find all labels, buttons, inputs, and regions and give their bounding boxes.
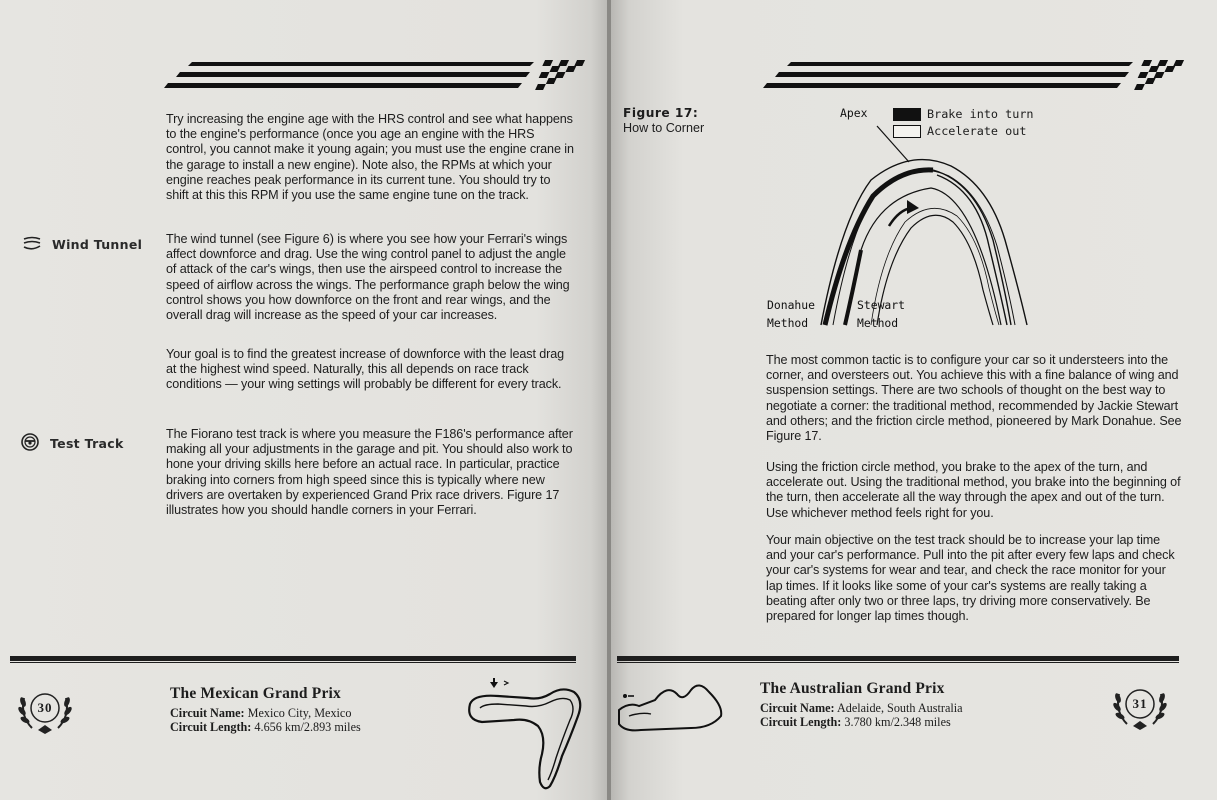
circuit-length-value: 4.656 km/2.893 miles bbox=[254, 720, 361, 734]
right-page bbox=[611, 0, 1217, 800]
figure-caption bbox=[623, 106, 704, 136]
mexico-circuit-map bbox=[458, 676, 588, 794]
paragraph-downforce-goal: Your goal is to find the greatest increase of downforce with the least drag at the highest wind speed. Naturally, this all depends on race track conditions — your wing settings will probably be different for every track. bbox=[166, 347, 565, 392]
page-number-right: 31 bbox=[1132, 696, 1148, 711]
circuit-name-label: Circuit Name: bbox=[170, 706, 245, 720]
paragraph-main-objective: Your main objective on the test track should be to increase your lap time and your car's performance. Pull into the pit after every few laps and check your car's systems for wear and tear, and check the race monitor for your lap times. If it looks like some of your car's systems are really taking a beating after only two or three laps, try driving more conservatively. Be prepared for longer lap times though. bbox=[766, 533, 1175, 624]
footer-australian-gp bbox=[760, 680, 963, 729]
steering-wheel-icon bbox=[20, 432, 40, 455]
side-head-test-track bbox=[20, 432, 124, 455]
circuit-name-label: Circuit Name: bbox=[760, 701, 835, 715]
paragraph-test-track: The Fiorano test track is where you measure the F186's performance after making all your adjustments in the garage and pit. You should also work to hone your driving skills here before an actual race. In particular, practice braking into corners from high speed since this is typically where new drivers are overtaken by experienced Grand Prix race drivers. Figure 17 illustrates how you should handle corners in your Ferrari. bbox=[166, 427, 573, 518]
label-stewart-method-word: Method bbox=[857, 316, 899, 330]
circuit-length-row bbox=[170, 720, 361, 734]
checkered-flag-stripes-icon bbox=[761, 58, 1201, 94]
circuit-name-row bbox=[760, 701, 963, 715]
circuit-name-value: Adelaide, South Australia bbox=[836, 701, 963, 715]
label-stewart: Stewart bbox=[857, 298, 906, 312]
wind-tunnel-icon bbox=[22, 233, 42, 256]
legend-brake-swatch bbox=[893, 108, 921, 121]
label-donahue-method-word: Method bbox=[767, 316, 809, 330]
circuit-name-row bbox=[170, 706, 361, 720]
page-number-badge-left bbox=[16, 680, 74, 738]
paragraph-wind-tunnel: The wind tunnel (see Figure 6) is where you see how your Ferrari's wings affect downforce and drag. Use the wing control panel to adjust the angle of attack of the car's wings, then use the airspeed control to increase the speed of airflow across the wings. The performance graph below the wing control shows you how downforce on the front and rear wings, and the overall drag will increase as the speed of your car increases. bbox=[166, 232, 570, 323]
circuit-length-row bbox=[760, 715, 963, 729]
footer-mexican-gp bbox=[170, 685, 361, 734]
paragraph-friction-circle: Using the friction circle method, you brake to the apex of the turn, and accelerate out. Using the traditional method, you brake into the beginning of the turn, then accelerate all the way through the apex and out of the turn. Use whichever method feels right for you. bbox=[766, 460, 1181, 520]
test-track-label: Test Track bbox=[50, 436, 124, 451]
label-stewart-method bbox=[857, 299, 905, 330]
figure-title: How to Corner bbox=[623, 121, 705, 135]
paragraph-cornering-tactic: The most common tactic is to configure your car so it understeers into the corner, and oversteers out. You achieve this with a fine balance of wing and suspension settings. There are two schools of thought on the best way to negotiate a corner: the traditional method, recommended by Jackie Stewart and others; and the friction circle method, pioneered by Mark Donahue. See Figure 17. bbox=[766, 353, 1182, 444]
label-donahue: Donahue bbox=[767, 298, 816, 312]
legend-accelerate-swatch bbox=[893, 125, 921, 138]
page-number-left: 30 bbox=[37, 700, 53, 715]
circuit-length-value: 3.780 km/2.348 miles bbox=[844, 715, 951, 729]
legend-accelerate-label: Accelerate out bbox=[927, 124, 1027, 138]
side-head-wind-tunnel bbox=[22, 233, 142, 256]
legend-brake-label: Brake into turn bbox=[927, 107, 1034, 121]
wind-tunnel-label: Wind Tunnel bbox=[52, 237, 143, 252]
paragraph-engine-age: Try increasing the engine age with the HRS control and see what happens to the engine's performance (once you age an engine with the HRS control, you cannot make it young again; you must use the engine crane in the garage to install a new engine). Note also, the RPMs at which your engine reaches peak performance in its current tune. You should try to shift at this this RPM if you use the same engine tune on the track. bbox=[166, 112, 574, 203]
footer-rule-right bbox=[617, 656, 1179, 661]
page-number-badge-right bbox=[1111, 676, 1169, 734]
circuit-length-label: Circuit Length: bbox=[760, 715, 842, 729]
footer-rule-left bbox=[10, 656, 576, 661]
adelaide-circuit-map bbox=[611, 676, 729, 736]
gp-title: The Mexican Grand Prix bbox=[170, 685, 342, 702]
legend-brake bbox=[893, 107, 1034, 121]
circuit-name-value: Mexico City, Mexico bbox=[247, 706, 352, 720]
gp-title: The Australian Grand Prix bbox=[760, 680, 945, 697]
checkered-flag-stripes-icon bbox=[162, 58, 602, 94]
label-donahue-method bbox=[767, 299, 815, 330]
circuit-length-label: Circuit Length: bbox=[170, 720, 252, 734]
figure-number: Figure 17: bbox=[623, 106, 699, 120]
legend-accelerate bbox=[893, 124, 1026, 138]
label-apex: Apex bbox=[840, 106, 868, 120]
